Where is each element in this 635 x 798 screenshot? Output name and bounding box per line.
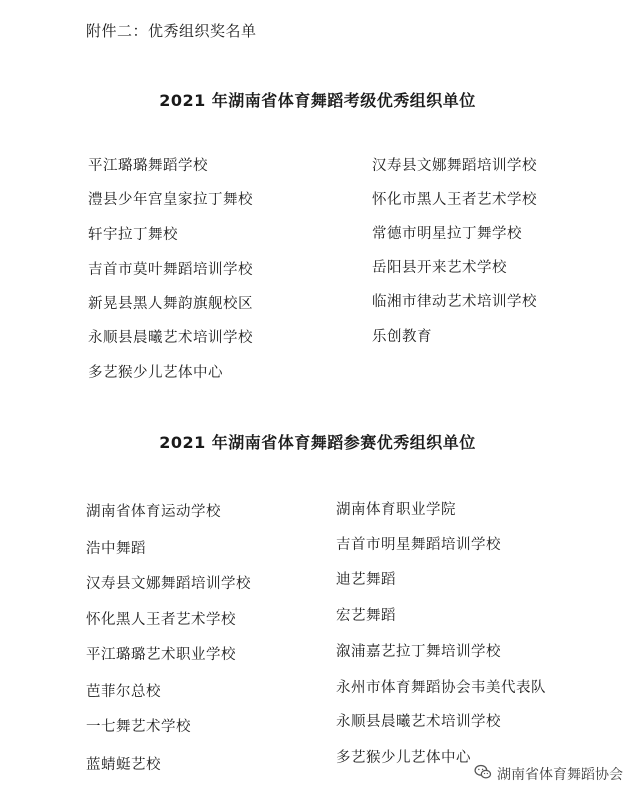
list-item: 汉寿县文娜舞蹈培训学校 [372,158,537,174]
list-item: 汉寿县文娜舞蹈培训学校 [86,576,251,592]
watermark [473,762,623,786]
list-item: 岳阳县开来艺术学校 [372,260,507,276]
section2-title: 2021 年湖南省体育舞蹈参赛优秀组织单位 [159,433,476,452]
wechat-icon [473,762,493,786]
section1-title: 2021 年湖南省体育舞蹈考级优秀组织单位 [159,91,476,110]
list-item: 常德市明星拉丁舞学校 [372,226,522,242]
list-item: 吉首市明星舞蹈培训学校 [336,537,501,553]
list-item: 平江璐璐艺术职业学校 [86,647,236,663]
list-item: 临湘市律动艺术培训学校 [372,294,537,310]
list-item: 乐创教育 [372,329,432,345]
list-item: 迪艺舞蹈 [336,572,396,588]
list-item: 轩宇拉丁舞校 [88,227,178,243]
list-item: 永顺县晨曦艺术培训学校 [88,330,253,346]
list-item: 多艺猴少儿艺体中心 [336,750,471,766]
list-item: 永州市体育舞蹈协会韦美代表队 [336,680,546,696]
list-item: 芭菲尔总校 [86,684,161,700]
list-item: 澧县少年宫皇家拉丁舞校 [88,192,253,208]
watermark-text: 湖南省体育舞蹈协会 [497,767,623,783]
list-item: 宏艺舞蹈 [336,608,396,624]
list-item: 多艺猴少儿艺体中心 [88,365,223,381]
list-item: 溆浦嘉艺拉丁舞培训学校 [336,644,501,660]
list-item: 一七舞艺术学校 [86,719,191,735]
list-item: 吉首市莫叶舞蹈培训学校 [88,262,253,278]
list-item: 怀化市黑人王者艺术学校 [372,192,537,208]
list-item: 湖南省体育运动学校 [86,504,221,520]
list-item: 浩中舞蹈 [86,541,146,557]
list-item: 蓝蜻蜓艺校 [86,757,161,773]
list-item: 湖南体育职业学院 [336,502,456,518]
list-item: 怀化黑人王者艺术学校 [86,612,236,628]
list-item: 新晃县黑人舞韵旗舰校区 [88,296,253,312]
list-item: 永顺县晨曦艺术培训学校 [336,714,501,730]
list-item: 平江璐璐舞蹈学校 [88,158,208,174]
attachment-label: 附件二：优秀组织奖名单 [86,22,257,40]
